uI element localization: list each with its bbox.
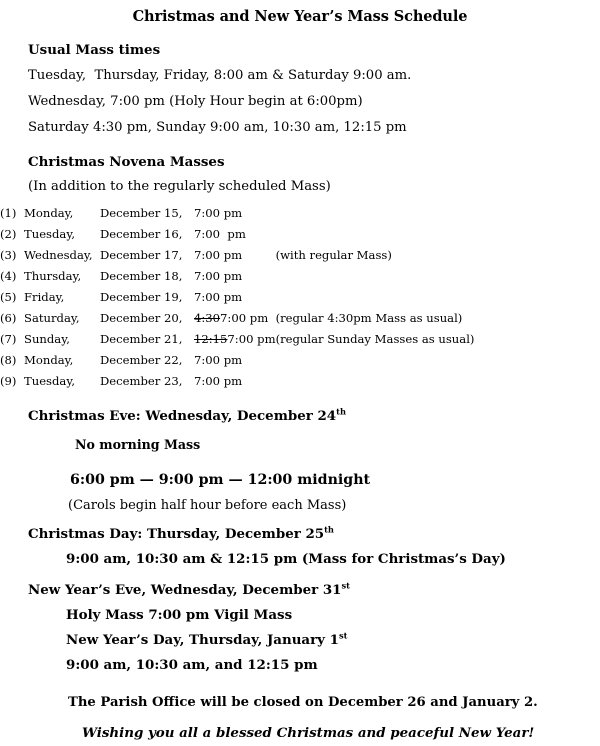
new-years-day-heading bbox=[0, 628, 600, 653]
novena-row-number: (1) bbox=[0, 205, 17, 220]
christmas-day-mass-times: 9:00 am, 10:30 am & 12:15 pm (Mass for Christmas’s Day) bbox=[66, 550, 506, 567]
novena-row-time bbox=[194, 287, 276, 308]
novena-row-time bbox=[194, 371, 276, 392]
novena-row-note: (with regular Mass) bbox=[275, 247, 392, 262]
novena-row-time-value: 7:00 pm bbox=[227, 331, 276, 346]
novena-row-time-value: 7:00 pm bbox=[194, 226, 246, 241]
novena-row-number: (7) bbox=[0, 331, 17, 346]
christmas-eve-no-morning-mass: No morning Mass bbox=[75, 436, 201, 452]
novena-row-time-value: 7:00 pm bbox=[194, 247, 243, 262]
usual-mass-line: Saturday 4:30 pm, Sunday 9:00 am, 10:30 am, 12:15 pm bbox=[28, 119, 407, 135]
novena-row-time bbox=[194, 308, 276, 329]
novena-row-date: December 22, bbox=[100, 352, 183, 367]
novena-row-time-value: 7:00 pm bbox=[194, 205, 243, 220]
novena-row-day: Saturday, bbox=[24, 310, 80, 325]
novena-row-date: December 18, bbox=[100, 268, 183, 283]
novena-row-time bbox=[194, 350, 276, 371]
novena-row-date: December 16, bbox=[100, 226, 183, 241]
novena-row-note bbox=[276, 287, 506, 308]
novena-row-time bbox=[194, 329, 276, 350]
novena-row-number: (2) bbox=[0, 226, 17, 241]
novena-row-number: (3) bbox=[0, 247, 17, 262]
novena-row-time bbox=[194, 203, 276, 224]
novena-row-note bbox=[276, 371, 506, 392]
novena-row-day: Thursday, bbox=[24, 268, 82, 283]
table-row bbox=[0, 287, 506, 308]
novena-table-body bbox=[0, 203, 506, 392]
christmas-eve-ordinal: th bbox=[336, 406, 346, 417]
novena-row-day: Tuesday, bbox=[24, 226, 76, 241]
table-row bbox=[0, 203, 506, 224]
novena-row-number: (4) bbox=[0, 268, 17, 283]
christmas-day-ordinal: th bbox=[324, 524, 334, 535]
novena-row-date: December 15, bbox=[100, 205, 183, 220]
novena-row-number: (9) bbox=[0, 373, 17, 388]
closing-greeting: Wishing you all a blessed Christmas and peaceful New Year! bbox=[82, 724, 535, 741]
novena-row-time bbox=[194, 266, 276, 287]
novena-row-date: December 20, bbox=[100, 310, 183, 325]
novena-row-note bbox=[276, 266, 506, 287]
novena-row-time-struck: 4:30 bbox=[194, 310, 221, 325]
novena-row-time-value: 7:00 pm bbox=[220, 310, 269, 325]
section-heading-usual-mass-times: Usual Mass times bbox=[28, 41, 161, 58]
parish-office-closure-notice: The Parish Office will be closed on December 26 and January 2. bbox=[68, 694, 538, 710]
novena-row-date: December 17, bbox=[100, 247, 183, 262]
novena-row-note bbox=[276, 224, 506, 245]
christmas-eve-carols-note: (Carols begin half hour before each Mass) bbox=[68, 497, 347, 513]
novena-row-time-value: 7:00 pm bbox=[194, 352, 243, 367]
novena-row-date: December 19, bbox=[100, 289, 183, 304]
table-row bbox=[0, 350, 506, 371]
novena-row-date: December 21, bbox=[100, 331, 183, 346]
usual-mass-line: Tuesday, Thursday, Friday, 8:00 am & Saturday 9:00 am. bbox=[28, 67, 412, 83]
novena-row-time-value: 7:00 pm bbox=[194, 268, 243, 283]
new-years-eve-heading-text: New Year’s Eve, Wednesday, December 31 bbox=[28, 581, 342, 598]
new-years-day-mass-times: 9:00 am, 10:30 am, and 12:15 pm bbox=[66, 656, 318, 673]
section-heading-new-years-eve bbox=[0, 578, 600, 603]
novena-row-note: (regular Sunday Masses as usual) bbox=[275, 331, 475, 346]
new-years-day-ordinal: st bbox=[338, 630, 348, 641]
table-row bbox=[0, 329, 506, 350]
novena-row-time bbox=[194, 224, 276, 245]
novena-row-time-value: 7:00 pm bbox=[194, 373, 243, 388]
novena-schedule-table bbox=[0, 203, 506, 392]
new-years-eve-ordinal: st bbox=[341, 580, 350, 591]
table-row bbox=[0, 266, 506, 287]
novena-row-day: Sunday, bbox=[24, 331, 70, 346]
table-row bbox=[0, 245, 506, 266]
new-years-eve-vigil-mass: Holy Mass 7:00 pm Vigil Mass bbox=[66, 606, 293, 623]
novena-subheading: (In addition to the regularly scheduled Mass) bbox=[28, 178, 331, 194]
novena-row-number: (6) bbox=[0, 310, 17, 325]
table-row bbox=[0, 308, 506, 329]
new-years-day-heading-text: New Year’s Day, Thursday, January 1 bbox=[66, 631, 339, 648]
novena-row-day: Monday, bbox=[24, 352, 74, 367]
novena-row-number: (5) bbox=[0, 289, 17, 304]
novena-row-time-value: 7:00 pm bbox=[194, 289, 243, 304]
novena-row-time bbox=[194, 245, 276, 266]
novena-row-time-struck: 12:15 bbox=[194, 331, 228, 346]
novena-row-day: Tuesday, bbox=[24, 373, 76, 388]
page-title: Christmas and New Year’s Mass Schedule bbox=[132, 8, 468, 25]
novena-row-day: Wednesday, bbox=[24, 247, 93, 262]
novena-row-note: (regular 4:30pm Mass as usual) bbox=[275, 310, 463, 325]
christmas-day-heading-text: Christmas Day: Thursday, December 25 bbox=[28, 525, 325, 542]
section-heading-christmas-eve bbox=[0, 404, 600, 429]
novena-row-note bbox=[276, 203, 506, 224]
christmas-eve-mass-times: 6:00 pm — 9:00 pm — 12:00 midnight bbox=[70, 471, 371, 488]
novena-row-note bbox=[276, 350, 506, 371]
section-heading-christmas-novena-masses: Christmas Novena Masses bbox=[28, 153, 225, 170]
section-heading-christmas-day bbox=[0, 522, 600, 547]
novena-row-number: (8) bbox=[0, 352, 17, 367]
novena-row-day: Friday, bbox=[24, 289, 65, 304]
novena-row-day: Monday, bbox=[24, 205, 74, 220]
novena-row-date: December 23, bbox=[100, 373, 183, 388]
table-row bbox=[0, 224, 506, 245]
table-row bbox=[0, 371, 506, 392]
usual-mass-line: Wednesday, 7:00 pm (Holy Hour begin at 6:00pm) bbox=[28, 93, 363, 109]
christmas-eve-heading-text: Christmas Eve: Wednesday, December 24 bbox=[28, 407, 337, 424]
